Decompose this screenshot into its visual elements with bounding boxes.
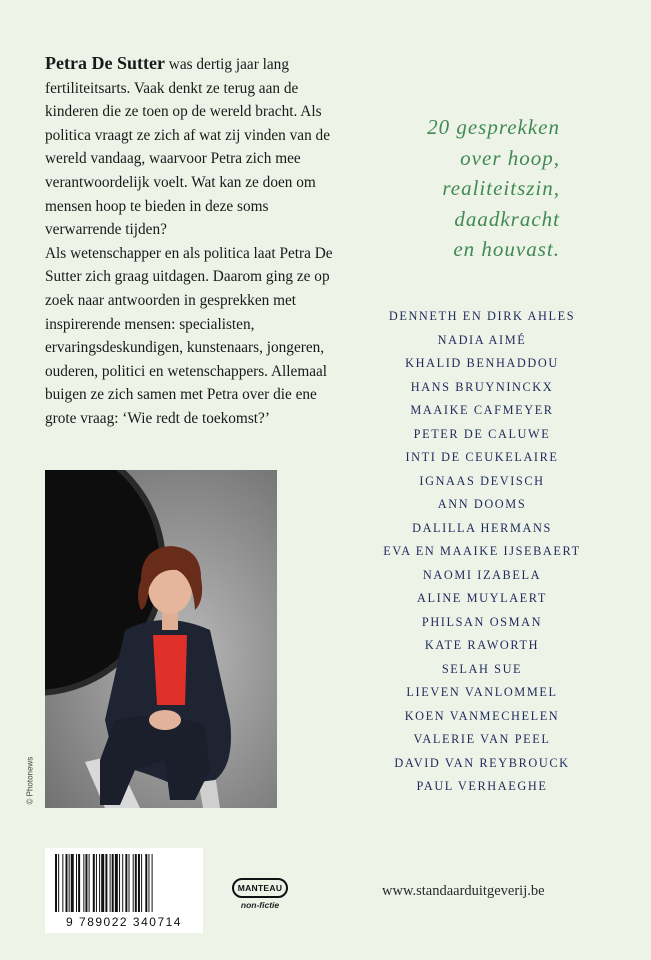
contributor-name: PAUL VERHAEGHE [416,779,548,793]
author-name: Petra De Sutter [45,53,165,73]
tagline-line: over hoop, [460,145,560,170]
tagline-line: en houvast. [453,237,560,261]
contributor-name: DALILLA HERMANS [412,520,552,535]
contributor-name: MAAIKE CAFMEYER [410,403,554,417]
contributor-name: ALINE MUYLAERT [417,591,547,605]
contributor-name: PETER DE CALUWE [413,426,551,441]
publisher-website: www.standaarduitgeverij.be [382,883,545,899]
publisher-logo [232,878,288,910]
contributor-name: HANS BRUYNINCKX [410,379,554,394]
blurb-text-1: was dertig jaar lang fertiliteitsarts. Vaak denkt ze terug aan de kinderen die ze toen op de wereld bracht. Als politica vraagt ze zich af wat zij vinden van de wereld vandaag, waarvoor Petra zich mee verantwoordelijk voelt. Wat kan ze doen om mensen hoop te bieden in deze soms verwarrende tijden? [45,56,330,239]
contributor-name: DENNETH EN DIRK AHLES [388,309,576,323]
tagline-line: 20 gesprekken [427,115,560,139]
contributor-name: VALERIE VAN PEEL [413,732,551,746]
contributor-name: IGNAAS DEVISCH [419,473,545,488]
contributor-name: ANN DOOMS [437,497,527,511]
blurb [45,52,341,431]
contributor-name: KOEN VANMECHELEN [404,708,560,723]
contributor-name: SELAH SUE [441,661,523,676]
tagline [370,112,560,265]
tagline-line: daadkracht [454,206,560,231]
publisher-name: MANTEAU [232,878,288,898]
contributor-name: KHALID BENHADDOU [405,356,559,370]
contributor-name: EVA EN MAAIKE IJSEBAERT [383,544,581,558]
blurb-paragraph-2: Als wetenschapper en als politica laat Petra De Sutter zich graag uitdagen. Daarom ging ze op zoek naar antwoorden in gesprekken met inspirerende mensen: specialisten, ervaringsdeskundigen, kunstenaars, jongeren, ouderen, politici en wetenschappers. Allemaal buigen ze zich samen met Petra over die ene grote vraag: ‘Wie redt de toekomst?’ [45,244,333,427]
isbn-barcode [45,848,203,933]
blurb-paragraph-1 [45,52,341,242]
barcode-bars [45,848,203,914]
portrait-illustration [45,470,277,808]
contributor-name: NADIA AIMÉ [437,332,527,347]
contributor-list [362,305,602,799]
contributor-name: LIEVEN VANLOMMEL [406,685,558,699]
publisher-imprint: non-fictie [240,900,280,910]
tagline-line: realiteitszin, [442,176,560,200]
contributor-name: NAOMI IZABELA [422,567,542,582]
author-photo [45,470,277,808]
contributor-name: DAVID VAN REYBROUCK [394,755,570,770]
contributor-name: PHILSAN OSMAN [421,614,543,629]
contributor-name: INTI DE CEUKELAIRE [405,450,559,464]
isbn-digits: 9 789022 340714 [66,915,182,929]
photo-credit: © Photonews [25,756,35,805]
contributor-name: KATE RAWORTH [424,638,540,652]
